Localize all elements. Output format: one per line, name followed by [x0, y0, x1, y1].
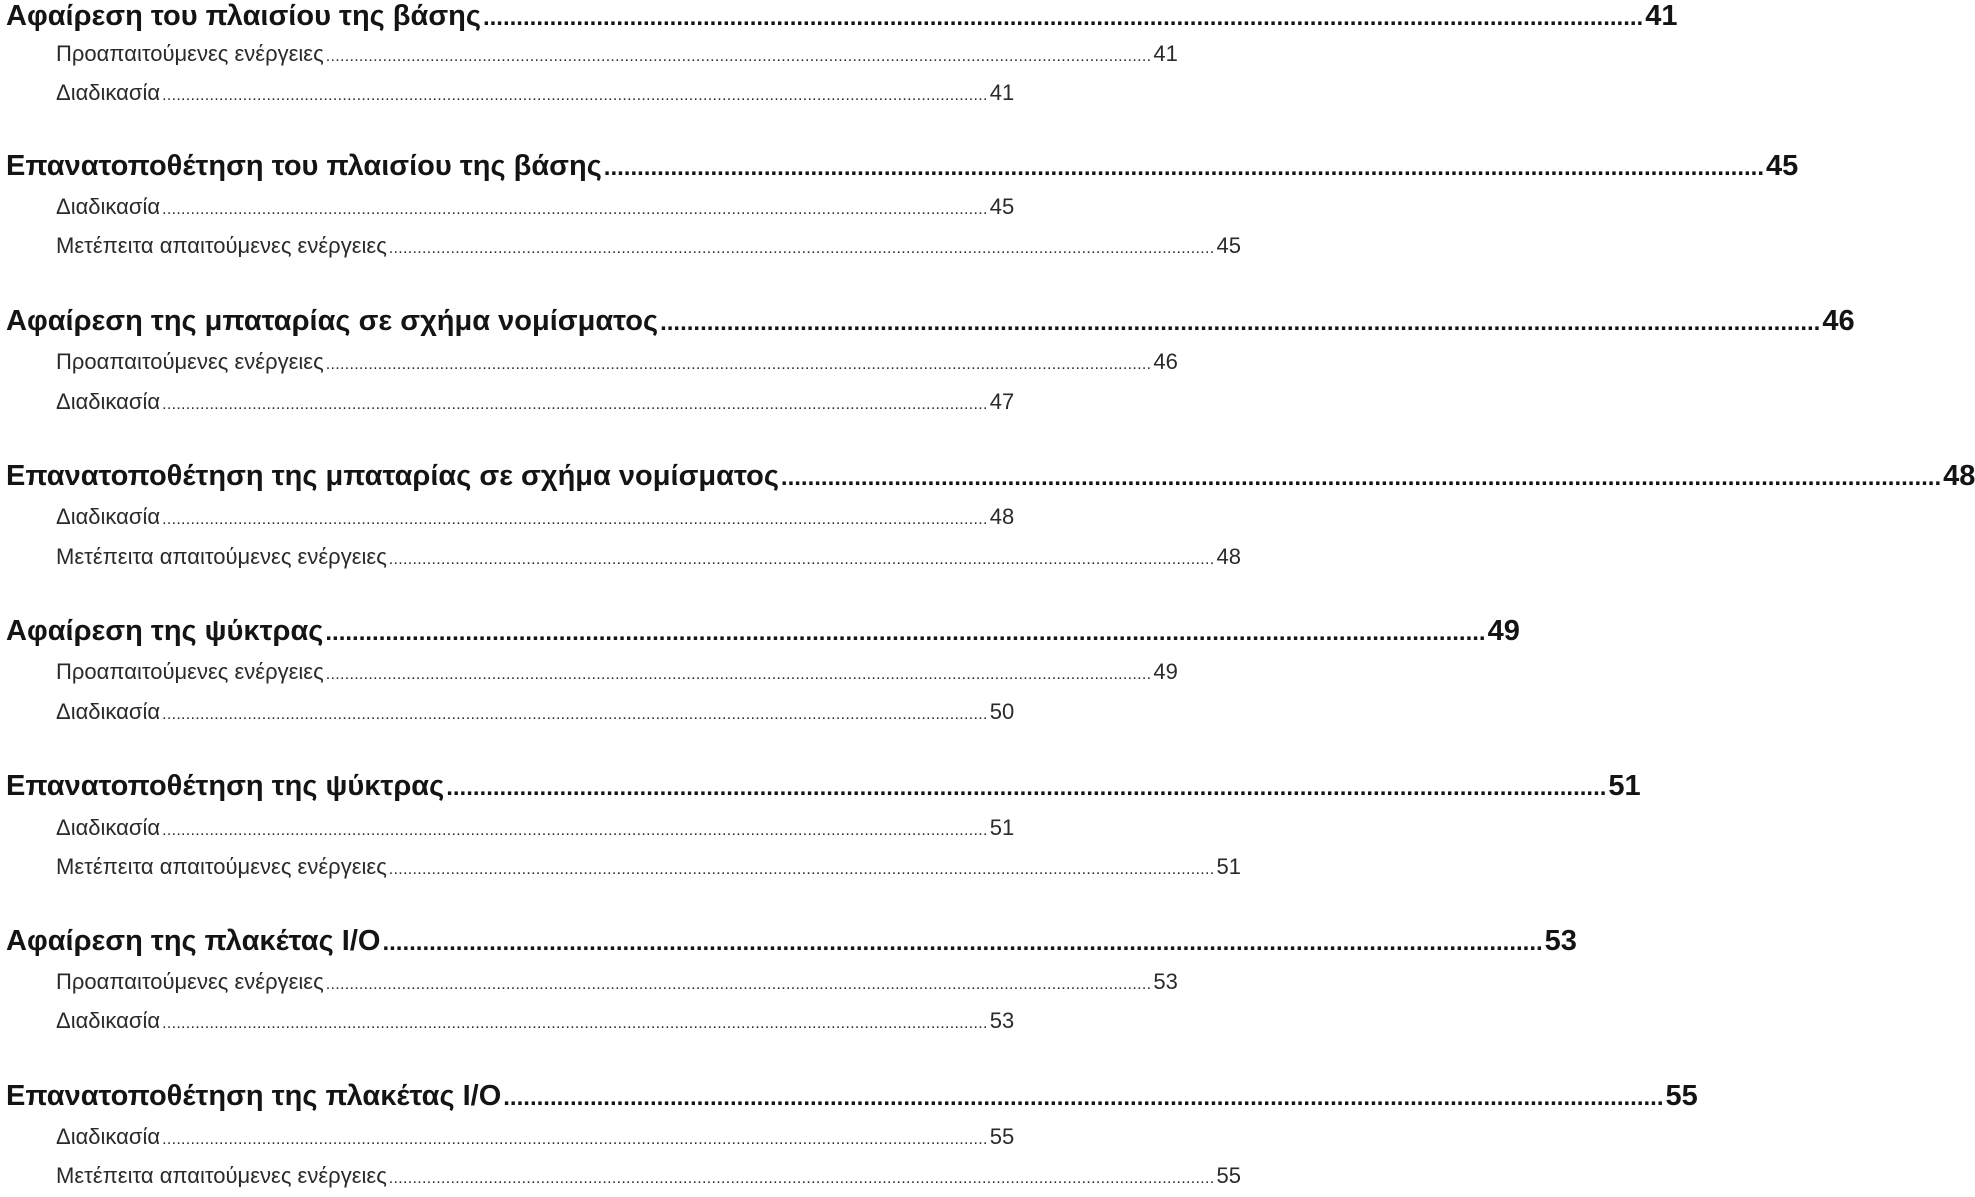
toc-entry-title: Επανατοποθέτηση της ψύκτρας	[6, 770, 445, 802]
toc-entry-page: 48	[1943, 460, 1975, 492]
toc-entry-heading[interactable]	[6, 615, 1520, 655]
toc-entry-page: 51	[1216, 854, 1241, 879]
toc-entry-heading[interactable]	[6, 0, 1678, 40]
toc-entry-page: 53	[989, 1008, 1015, 1033]
toc-entry-heading[interactable]	[6, 1080, 1698, 1120]
dot-leader: ..............................................................................................................................................................................	[482, 4, 1644, 31]
toc-entry-title: Προαπαιτούμενες ενέργειες	[56, 659, 324, 684]
toc-entry-title: Μετέπειτα απαιτούμενες ενέργειες	[56, 854, 387, 879]
dot-leader: ..............................................................................................................................................................................	[162, 1131, 988, 1148]
dot-leader: ..............................................................................................................................................................................	[325, 976, 1152, 993]
toc-entry-page: 45	[989, 194, 1015, 219]
toc-entry-page: 47	[989, 389, 1015, 414]
dot-leader: ..............................................................................................................................................................................	[162, 1015, 988, 1032]
toc-entry-title: Αφαίρεση της μπαταρίας σε σχήμα νομίσματος	[6, 305, 659, 337]
toc-entry-heading[interactable]	[6, 925, 1577, 965]
toc-entry-title: Διαδικασία	[56, 1124, 161, 1149]
toc-entry-title: Αφαίρεση της ψύκτρας	[6, 615, 324, 647]
toc-entry-page: 55	[1665, 1080, 1698, 1112]
dot-leader: ..............................................................................................................................................................................	[388, 1170, 1215, 1187]
toc-entry-page: 55	[1216, 1163, 1241, 1188]
toc-entry-title: Διαδικασία	[56, 1008, 161, 1033]
toc-entry-page: 51	[989, 815, 1015, 840]
dot-leader: ..............................................................................................................................................................................	[603, 154, 1765, 181]
toc-entry-title: Προαπαιτούμενες ενέργειες	[56, 349, 324, 374]
toc-entry-subheading[interactable]	[56, 854, 1241, 886]
toc-entry-page: 41	[1153, 41, 1178, 66]
toc-entry-subheading[interactable]	[56, 659, 1178, 691]
dot-leader: ..............................................................................................................................................................................	[162, 396, 988, 413]
toc-entry-subheading[interactable]	[56, 41, 1178, 73]
dot-leader: ..............................................................................................................................................................................	[162, 201, 988, 218]
toc-entry-subheading[interactable]	[56, 1008, 1015, 1040]
dot-leader: ..............................................................................................................................................................................	[382, 929, 1543, 956]
toc-entry-page: 45	[1766, 150, 1799, 182]
toc-entry-title: Διαδικασία	[56, 80, 161, 105]
toc-entry-page: 55	[989, 1124, 1015, 1149]
toc-entry-title: Διαδικασία	[56, 389, 161, 414]
toc-entry-title: Μετέπειτα απαιτούμενες ενέργειες	[56, 233, 387, 258]
toc-entry-subheading[interactable]	[56, 1163, 1241, 1195]
toc-entry-heading[interactable]	[6, 770, 1641, 810]
dot-leader: ..............................................................................................................................................................................	[325, 48, 1152, 65]
toc-entry-title: Διαδικασία	[56, 699, 161, 724]
toc-entry-page: 53	[1153, 969, 1178, 994]
toc-entry-subheading[interactable]	[56, 1124, 1015, 1156]
toc-entry-subheading[interactable]	[56, 969, 1178, 1001]
dot-leader: ..............................................................................................................................................................................	[446, 774, 1607, 801]
toc-entry-subheading[interactable]	[56, 544, 1241, 576]
toc-entry-title: Διαδικασία	[56, 194, 161, 219]
toc-entry-page: 41	[989, 80, 1015, 105]
dot-leader: ..............................................................................................................................................................................	[388, 240, 1215, 257]
toc-entry-title: Διαδικασία	[56, 815, 161, 840]
toc-entry-subheading[interactable]	[56, 349, 1178, 381]
toc-entry-subheading[interactable]	[56, 815, 1015, 847]
toc-entry-title: Μετέπειτα απαιτούμενες ενέργειες	[56, 544, 387, 569]
toc-entry-title: Αφαίρεση της πλακέτας I/O	[6, 925, 381, 957]
dot-leader: ..............................................................................................................................................................................	[780, 464, 1942, 491]
toc-entry-page: 49	[1153, 659, 1178, 684]
toc-entry-page: 48	[1216, 544, 1241, 569]
dot-leader: ..............................................................................................................................................................................	[325, 666, 1152, 683]
toc-entry-title: Προαπαιτούμενες ενέργειες	[56, 969, 324, 994]
dot-leader: ..............................................................................................................................................................................	[388, 551, 1215, 568]
dot-leader: ..............................................................................................................................................................................	[503, 1084, 1664, 1111]
toc-entry-heading[interactable]	[6, 305, 1855, 345]
dot-leader: ..............................................................................................................................................................................	[660, 309, 1821, 336]
toc-entry-title: Μετέπειτα απαιτούμενες ενέργειες	[56, 1163, 387, 1188]
toc-entry-page: 53	[1544, 925, 1577, 957]
dot-leader: ..............................................................................................................................................................................	[388, 861, 1215, 878]
toc-entry-page: 46	[1822, 305, 1855, 337]
toc-entry-title: Προαπαιτούμενες ενέργειες	[56, 41, 324, 66]
dot-leader: ..............................................................................................................................................................................	[325, 356, 1152, 373]
dot-leader: ..............................................................................................................................................................................	[162, 706, 988, 723]
toc-entry-subheading[interactable]	[56, 504, 1015, 536]
toc-entry-heading[interactable]	[6, 150, 1799, 190]
dot-leader: ..............................................................................................................................................................................	[162, 511, 988, 528]
dot-leader: ..............................................................................................................................................................................	[325, 619, 1486, 646]
dot-leader: ..............................................................................................................................................................................	[162, 822, 988, 839]
toc-entry-subheading[interactable]	[56, 194, 1015, 226]
toc-entry-page: 51	[1608, 770, 1641, 802]
toc-entry-page: 46	[1153, 349, 1178, 374]
toc-entry-subheading[interactable]	[56, 80, 1015, 112]
toc-entry-page: 50	[989, 699, 1015, 724]
toc-entry-title: Επανατοποθέτηση της πλακέτας I/O	[6, 1080, 502, 1112]
toc-entry-page: 41	[1645, 0, 1678, 32]
toc-entry-page: 49	[1487, 615, 1520, 647]
toc-entry-title: Διαδικασία	[56, 504, 161, 529]
toc-entry-title: Επανατοποθέτηση της μπαταρίας σε σχήμα νομίσματος	[6, 460, 779, 492]
toc-entry-title: Αφαίρεση του πλαισίου της βάσης	[6, 0, 481, 32]
toc-entry-subheading[interactable]	[56, 389, 1015, 421]
toc-entry-title: Επανατοποθέτηση του πλαισίου της βάσης	[6, 150, 602, 182]
toc-entry-heading[interactable]	[6, 460, 1975, 500]
dot-leader: ..............................................................................................................................................................................	[162, 87, 988, 104]
toc-entry-subheading[interactable]	[56, 699, 1015, 731]
toc-entry-subheading[interactable]	[56, 233, 1241, 265]
toc-entry-page: 45	[1216, 233, 1241, 258]
toc-entry-page: 48	[989, 504, 1015, 529]
